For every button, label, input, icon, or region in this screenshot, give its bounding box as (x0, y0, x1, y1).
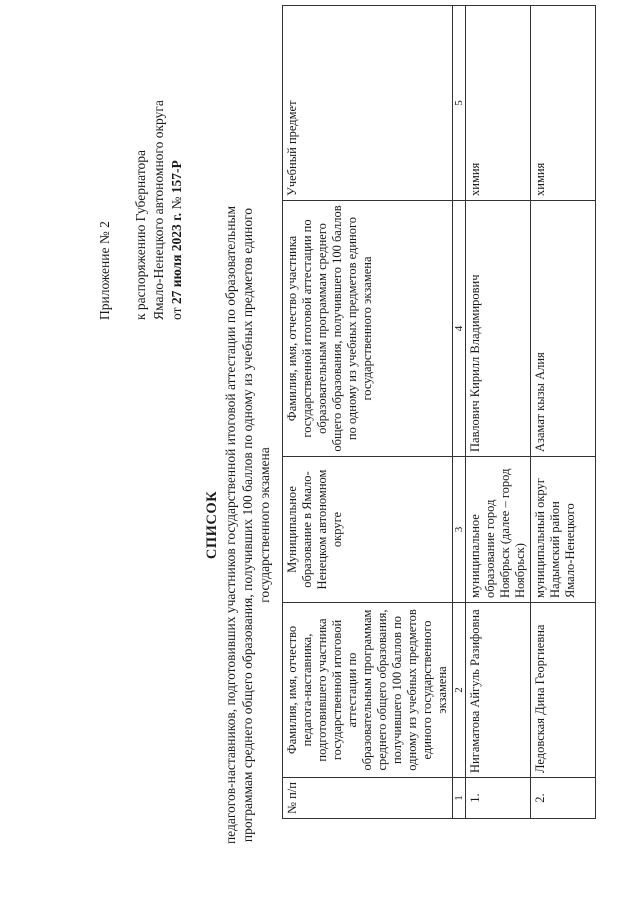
student-name: Азамат кызы Алия (531, 201, 596, 457)
column-number-4: 4 (453, 201, 466, 457)
table-row (466, 6, 531, 819)
header-subject: Учебный предмет (283, 6, 453, 201)
appendix-order-number: 157-Р (169, 160, 184, 194)
appendix-line-3 (168, 100, 186, 320)
header-number: № п/п (283, 778, 453, 819)
column-number-2: 2 (453, 603, 466, 778)
header-student: Фамилия, имя, отчество участника государственной итоговой аттестации по образовательным программам среднего общего образования, получившего 100 баллов по одному из учебных предметов единого государственного экзамена (283, 201, 453, 457)
column-number-1: 1 (453, 778, 466, 819)
municipality: муниципальное образование город Ноябрьск (далее – город Ноябрьск) (466, 457, 531, 603)
subtitle-line-2: программам среднего общего образования, получивших 100 баллов по одному из учебных предметов единого (240, 207, 255, 843)
document-subtitle (222, 185, 273, 865)
teacher-name: Нигаматова Айгуль Разифовна (466, 603, 531, 778)
subtitle-line-3: государственного экзамена (257, 447, 272, 603)
header-municipality: Муниципальное образование в Ямало-Ненецком автономном округе (283, 457, 453, 603)
title-block (202, 185, 273, 865)
municipality: муниципальный округ Надымский район Ямало-Ненецкого (531, 457, 596, 603)
row-number: 1. (466, 778, 531, 819)
appendix-line-3-mid: № (169, 193, 184, 213)
header-teacher: Фамилия, имя, отчество педагога-наставника, подготовившего участника государственной итоговой аттестации по образовательным программам среднего общего образования, получившего 100 баллов по одному из учебных предметов единого государственного экзамена (283, 603, 453, 778)
column-number-3: 3 (453, 457, 466, 603)
recipients-table (282, 5, 596, 819)
teacher-name: Ледовская Дина Георгиевна (531, 603, 596, 778)
column-number-row (453, 6, 466, 819)
table-row (531, 6, 596, 819)
document-title: СПИСОК (204, 490, 220, 560)
table-header-row (283, 6, 453, 819)
appendix-date: 27 июля 2023 г. (169, 212, 184, 305)
appendix-line-1: к распоряжению Губернатора (133, 149, 148, 320)
subject: химия (466, 6, 531, 201)
appendix-block (96, 100, 186, 320)
appendix-line-3-prefix: от (169, 304, 184, 320)
row-number: 2. (531, 778, 596, 819)
appendix-line-2: Ямало-Ненецкого автономного округа (151, 100, 166, 320)
appendix-number: Приложение № 2 (97, 221, 112, 320)
subject: химия (531, 6, 596, 201)
subtitle-line-1: педагогов-наставников, подготовивших участников государственной итоговой аттестации по образовательным (223, 205, 238, 845)
column-number-5: 5 (453, 6, 466, 201)
student-name: Павлович Кирилл Владимирович (466, 201, 531, 457)
